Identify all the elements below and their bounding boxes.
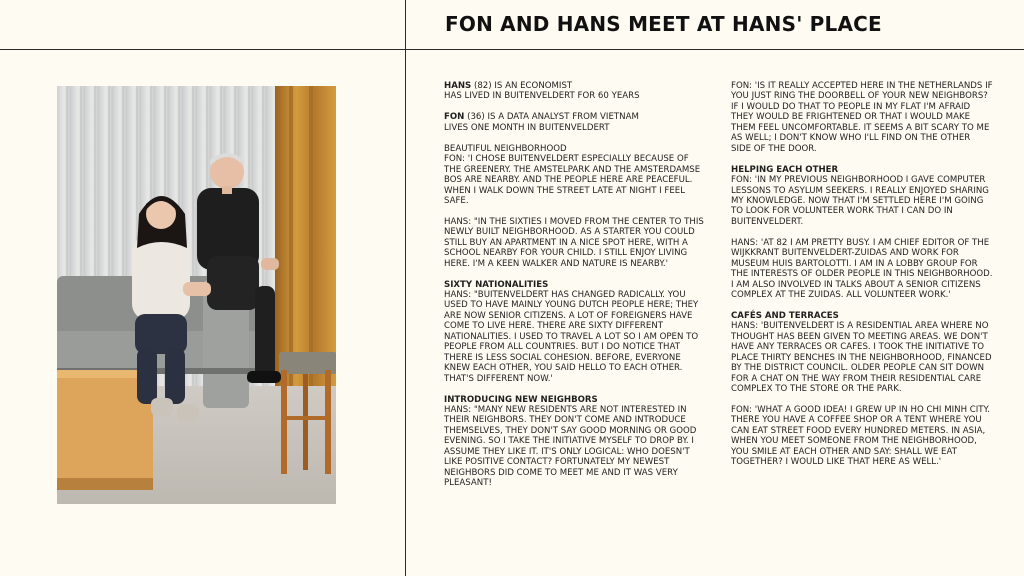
article-column-right [731, 81, 993, 468]
hans-occupation: IS AN ECONOMIST [494, 81, 573, 91]
section-heading: INTRODUCING NEW NEIGHBORS [444, 394, 598, 405]
subheading-beautiful-neighborhood: BEAUTIFUL NEIGHBORHOOD [444, 143, 567, 154]
paragraph-text: HANS: "MANY NEW RESIDENTS ARE NOT INTERESTED IN THEIR NEIGHBORS. THEY DON'T COME AND INTRODUCE THEMSELVES, THEY DON'T SAY GOOD MORNING OR GOOD EVENING. SO I TAKE THE INITIATIVE MYSELF TO DROP BY. I ASSUME THEY LIKE IT. IT'S ONLY LOGICAL: WHO DOESN'T LIKE POSITIVE CONTACT? FORTUNATELY MY NEWEST NEIGHBORS DID COME TO MEET ME AND IT WAS VERY PLEASANT! [444, 404, 697, 489]
paragraph-text: FON: 'WHAT A GOOD IDEA! I GREW UP IN HO CHI MINH CITY. THERE YOU HAVE A COFFEE SHOP OR A TENT WHERE YOU CAN EAT STREET FOOD EVERY HUNDRED METERS. IN ASIA, WHEN YOU MEET SOMEONE FROM THE NEIGHBORHOOD, YOU SMILE AT EACH OTHER AND SAY: SHALL WE EAT TOGETHER? I WOULD LIKE THAT HERE AS WELL.' [731, 404, 990, 468]
column-divider [405, 0, 406, 576]
section-heading: SIXTY NATIONALITIES [444, 279, 549, 290]
hans-name: HANS [444, 81, 472, 91]
fon-bio [444, 112, 706, 133]
article-column-left [444, 81, 706, 489]
header-divider [0, 49, 1024, 50]
section-heading: CAFÉS AND TERRACES [731, 310, 839, 321]
paragraph-text: FON: 'IS IT REALLY ACCEPTED HERE IN THE NETHERLANDS IF YOU JUST RING THE DOORBELL OF YOUR NEW NEIGHBORS? IF I WOULD DO THAT TO PEOPLE IN MY FLAT I'M AFRAID THEY WOULD BE FRIGHTENED OR THAT I WOULD MAKE THEM FEEL UNCOMFORTABLE. IT SEEMS A BIT SCARY TO ME AS WELL; I DON'T KNOW WHO I'LL FIND ON THE OTHER SIDE OF THE DOOR. [731, 81, 993, 154]
fon-occupation: IS A DATA ANALYST FROM VIETNAM [487, 112, 639, 123]
paragraph-text: HANS: "BUITENVELDERT HAS CHANGED RADICALLY. YOU USED TO HAVE MAINLY YOUNG DUTCH PEOPLE HERE; THEY ARE NOW SENIOR CITIZENS. A LOT OF FOREIGNERS HAVE COME TO LIVE HERE. THERE ARE SIXTY DIFFERENT NATIONALITIES. I USED TO TRAVEL A LOT SO I AM OPEN TO PEOPLE FROM ALL COUNTRIES. BUT I DO NOTICE THAT THERE IS LESS SOCIAL COHESION. BEFORE, EVERYONE KNEW EACH OTHER, YOU SAID HELLO TO EACH OTHER. THAT'S DIFFERENT NOW.' [444, 290, 699, 384]
fon-name: FON [444, 112, 465, 123]
paragraph-text: FON: 'I CHOSE BUITENVELDERT ESPECIALLY BECAUSE OF THE GREENERY. THE AMSTELPARK AND THE AMSTERDAMSE BOS ARE NEARBY. AND THE PEOPLE HERE ARE PEACEFUL. WHEN I WALK DOWN THE STREET LATE AT NIGHT I FEEL SAFE. [444, 154, 701, 206]
paragraph [444, 144, 706, 207]
paragraph-text: FON: 'IN MY PREVIOUS NEIGHBORHOOD I GAVE COMPUTER LESSONS TO ASYLUM SEEKERS. I REALLY ENJOYED SHARING MY KNOWLEDGE. NOW THAT I'M SETTLED HERE I'M GOING TO LOOK FOR VOLUNTEER WORK THAT I CAN DO IN BUITENVELDERT. [731, 175, 989, 227]
hans-residence: HAS LIVED IN BUITENVELDERT FOR 60 YEARS [444, 91, 640, 102]
section-heading: HELPING EACH OTHER [731, 164, 839, 175]
hans-age: (82) [473, 81, 492, 91]
paragraph-text: HANS: 'BUITENVELDERT IS A RESIDENTIAL AREA WHERE NO THOUGHT HAS BEEN GIVEN TO MEETING AREAS. WE DON'T HAVE ANY TERRACES OR CAFES. I TOOK THE INITIATIVE TO PLACE THIRTY BENCHES IN THE NEIGHBORHOOD, FINANCED BY THE DISTRICT COUNCIL. OLDER PEOPLE CAN SIT DOWN FOR A CHAT ON THE WAY FROM THEIR RESIDENTIAL CARE COMPLEX TO THE STORE OR THE PARK. [731, 321, 992, 395]
paragraph-text: HANS: "IN THE SIXTIES I MOVED FROM THE CENTER TO THIS NEWLY BUILT NEIGHBORHOOD. AS A STARTER YOU COULD STILL BUY AN APARTMENT IN A NICE SPOT HERE, WITH A SCHOOL NEARBY FOR YOUR CHILD. I STILL ENJOY LIVING HERE. I'M A KEEN WALKER AND NATURE IS NEARBY.' [444, 216, 704, 269]
hans-bio [444, 81, 706, 102]
portrait-photo [57, 86, 336, 504]
fon-residence: LIVES ONE MONTH IN BUITENVELDERT [444, 122, 610, 133]
paragraph-text: HANS: 'AT 82 I AM PRETTY BUSY. I AM CHIEF EDITOR OF THE WIJKKRANT BUITENVELDERT-ZUIDAS AND WORK FOR MUSEUM HUIS BARTOLOTTI. I AM IN A LOBBY GROUP FOR THE INTERESTS OF OLDER PEOPLE IN THIS NEIGHBORHOOD. I AM ALSO INVOLVED IN TALKS ABOUT A SENIOR CITIZENS COMPLEX AT THE ZUIDAS. ALL VOLUNTEER WORK.' [731, 237, 993, 301]
page-title: FON AND HANS MEET AT HANS' PLACE [445, 12, 882, 36]
fon-age: (36) [467, 112, 485, 123]
